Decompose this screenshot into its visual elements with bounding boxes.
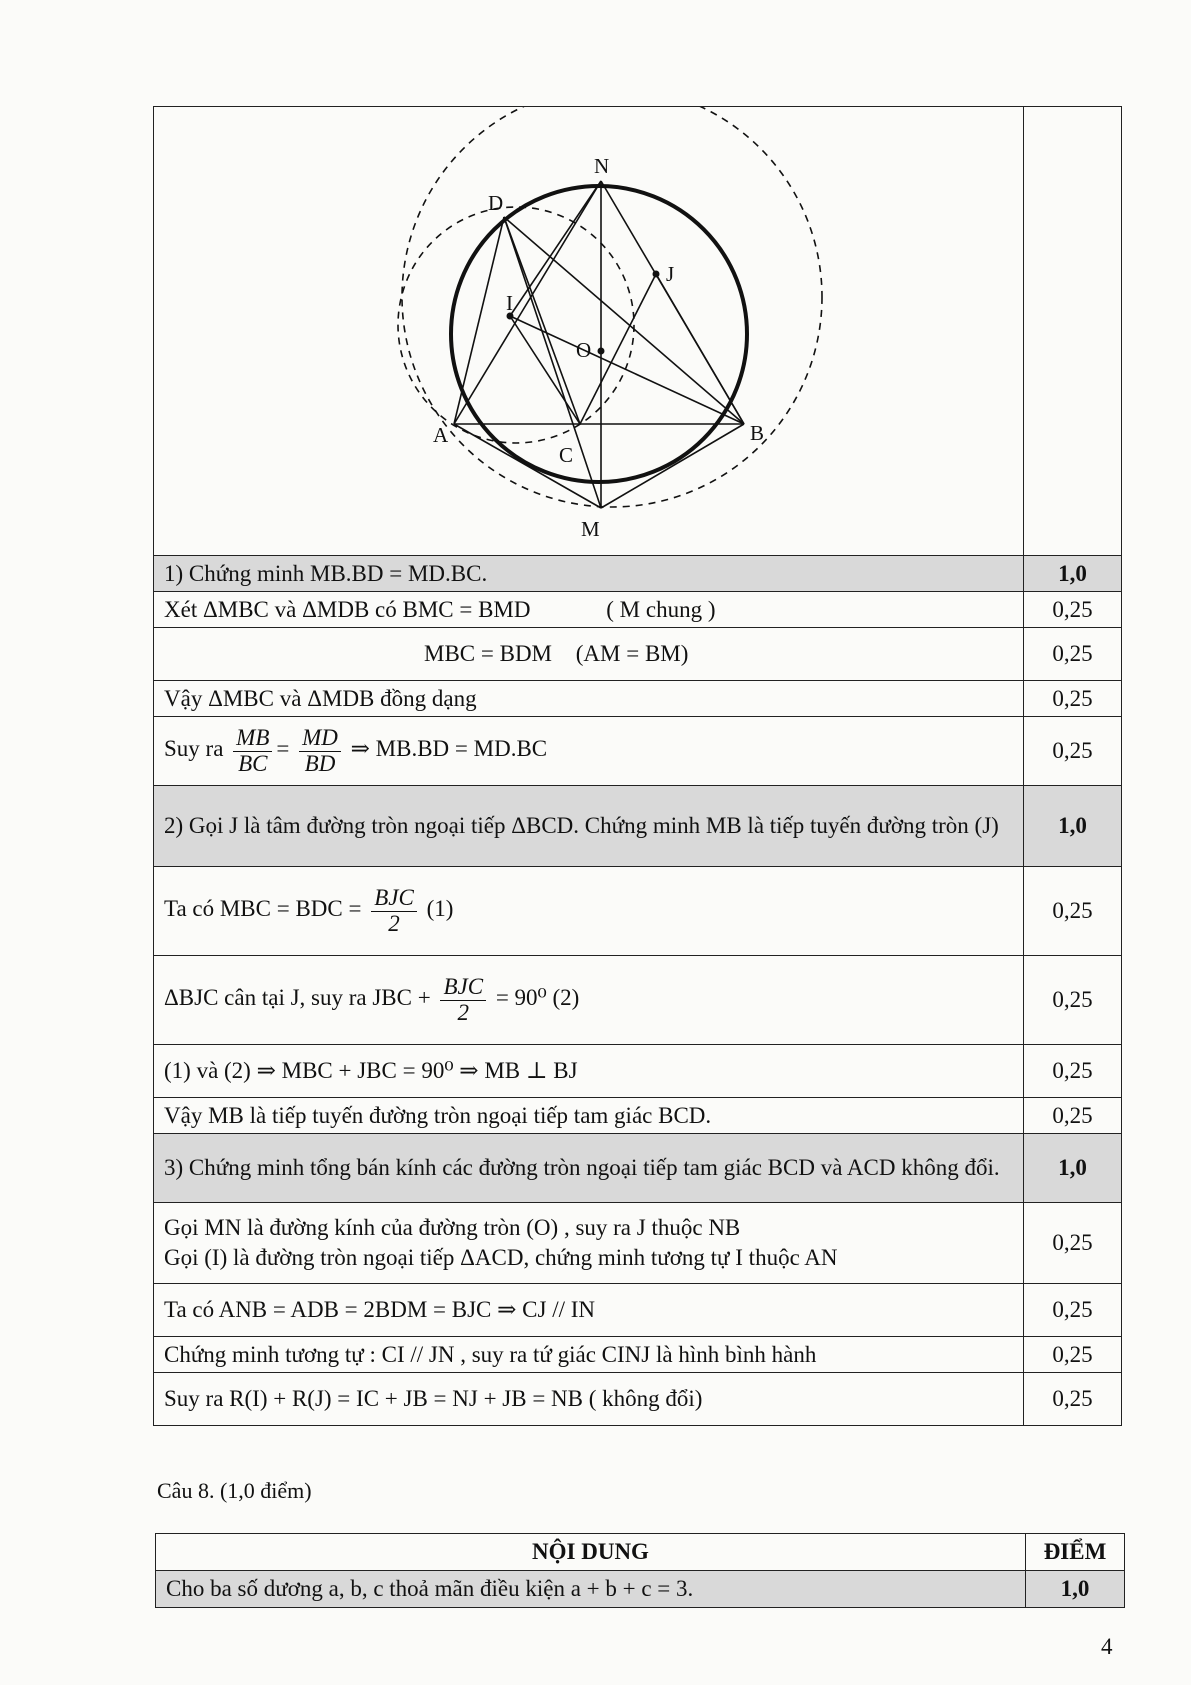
fraction-bjc-2-a — [371, 886, 417, 935]
part1-row4-suffix: ⇒ MB.BD = MD.BC — [350, 736, 548, 762]
part2-header-score: 1,0 — [1024, 786, 1122, 867]
part3-row1-score: 0,25 — [1024, 1203, 1122, 1284]
label-c: C — [559, 443, 574, 467]
question-8-table — [155, 1533, 1125, 1608]
part3-row2-score: 0,25 — [1024, 1284, 1122, 1337]
part2-row1-prefix: Ta có MBC = BDC = — [164, 896, 362, 922]
label-a: A — [433, 423, 449, 447]
part3-header-score: 1,0 — [1024, 1134, 1122, 1203]
part1-row4-prefix: Suy ra — [164, 736, 224, 762]
part2-header: 2) Gọi J là tâm đường tròn ngoại tiếp ΔBCD. Chứng minh MB là tiếp tuyến đường tròn (J) — [154, 786, 1024, 867]
fraction-mb-bc — [233, 726, 272, 775]
geometry-figure-cell — [154, 107, 1024, 556]
part2-row4-score: 0,25 — [1024, 1098, 1122, 1134]
fraction-md-bd — [299, 726, 341, 775]
part1-row2-note: (AM = BM) — [575, 641, 689, 666]
segment-db — [504, 217, 744, 424]
part1-row1-text: Xét ΔMBC và ΔMDB có BMC = BMD — [164, 596, 531, 622]
question-8-score: 1,0 — [1026, 1571, 1125, 1608]
segment-an — [454, 181, 601, 424]
fraction-md-bd-num: MD — [299, 726, 341, 751]
column-score-header: ĐIỂM — [1026, 1534, 1125, 1571]
fraction-mb-bc-den: BC — [238, 750, 268, 776]
fraction-mb-bc-num: MB — [233, 726, 272, 751]
page-number: 4 — [1101, 1634, 1113, 1659]
part1-row2-text: MBC = BDM — [424, 641, 553, 666]
part2-row2-suffix: = 90⁰ (2) — [495, 985, 580, 1011]
answer-table — [153, 106, 1122, 1426]
label-m: M — [581, 517, 600, 541]
part2-row3-score: 0,25 — [1024, 1045, 1122, 1098]
part1-row1-score: 0,25 — [1024, 592, 1122, 628]
part2-row1-score: 0,25 — [1024, 867, 1122, 956]
segment-in — [510, 181, 601, 316]
part3-header: 3) Chứng minh tổng bán kính các đường tròn ngoại tiếp tam giác BCD và ACD không đổi. — [154, 1134, 1024, 1203]
part1-row2 — [154, 628, 1024, 681]
part1-row1 — [154, 592, 1024, 628]
fraction-bjc-2-b-num: BJC — [440, 975, 486, 1000]
geometry-figure — [154, 107, 1014, 555]
part1-header: 1) Chứng minh MB.BD = MD.BC. — [154, 556, 1024, 592]
segment-jb — [656, 274, 744, 424]
label-o: O — [576, 338, 592, 362]
segment-cj — [580, 274, 656, 424]
circle-j — [402, 107, 822, 507]
question-8-title: Câu 8. (1,0 điểm) — [157, 1478, 312, 1503]
part2-row2 — [154, 956, 1024, 1045]
segment-am — [454, 424, 601, 508]
part3-row3-score: 0,25 — [1024, 1337, 1122, 1373]
label-b: B — [750, 421, 765, 445]
part3-row1-line2: Gọi (I) là đường tròn ngoại tiếp ΔACD, chứng minh tương tự I thuộc AN — [164, 1245, 838, 1270]
label-n: N — [594, 154, 610, 178]
part1-row1-note: ( M chung ) — [606, 596, 716, 622]
part1-row2-score: 0,25 — [1024, 628, 1122, 681]
part3-row2: Ta có ANB = ADB = 2BDM = BJC ⇒ CJ // IN — [154, 1284, 1024, 1337]
part1-row4-score: 0,25 — [1024, 717, 1122, 786]
fraction-md-bd-den: BD — [304, 750, 336, 776]
point-j — [653, 271, 660, 278]
part2-row1 — [154, 867, 1024, 956]
segment-dc — [504, 217, 580, 424]
circle-o — [451, 186, 747, 482]
question-8-statement: Cho ba số dương a, b, c thoả mãn điều kiện a + b + c = 3. — [156, 1571, 1026, 1608]
part2-row2-score: 0,25 — [1024, 956, 1122, 1045]
label-i: I — [506, 291, 513, 315]
part3-row1 — [154, 1203, 1024, 1284]
part2-row4: Vậy MB là tiếp tuyến đường tròn ngoại tiếp tam giác BCD. — [154, 1098, 1024, 1134]
part3-row1-line1: Gọi MN là đường kính của đường tròn (O) , suy ra J thuộc NB — [164, 1215, 741, 1240]
figure-score-cell — [1024, 107, 1122, 556]
part3-row3: Chứng minh tương tự : CI // JN , suy ra tứ giác CINJ là hình bình hành — [154, 1337, 1024, 1373]
fraction-bjc-2-b-den: 2 — [457, 999, 469, 1025]
part1-header-score: 1,0 — [1024, 556, 1122, 592]
part1-row3: Vậy ΔMBC và ΔMDB đồng dạng — [154, 681, 1024, 717]
part3-row4: Suy ra R(I) + R(J) = IC + JB = NJ + JB = NB ( không đổi) — [154, 1373, 1024, 1426]
column-content-header: NỘI DUNG — [156, 1534, 1026, 1571]
fraction-bjc-2-b — [440, 975, 486, 1024]
point-o — [598, 348, 605, 355]
label-d: D — [488, 191, 504, 215]
part3-row4-score: 0,25 — [1024, 1373, 1122, 1426]
fraction-bjc-2-a-num: BJC — [371, 886, 417, 911]
part2-row2-prefix: ΔBJC cân tại J, suy ra JBC + — [164, 985, 431, 1011]
part2-row3: (1) và (2) ⇒ MBC + JBC = 90⁰ ⇒ MB ⊥ BJ — [154, 1045, 1024, 1098]
part2-row1-suffix: (1) — [426, 896, 454, 922]
part1-row3-score: 0,25 — [1024, 681, 1122, 717]
segment-bm — [601, 424, 744, 508]
label-j: J — [666, 262, 675, 286]
part1-row4: Suy ra $\frac{MB}{BC}$ = $\frac{MD}{BD}$ ⇒ MB.BD = MD.BC — [154, 717, 1024, 786]
fraction-bjc-2-a-den: 2 — [388, 910, 400, 936]
